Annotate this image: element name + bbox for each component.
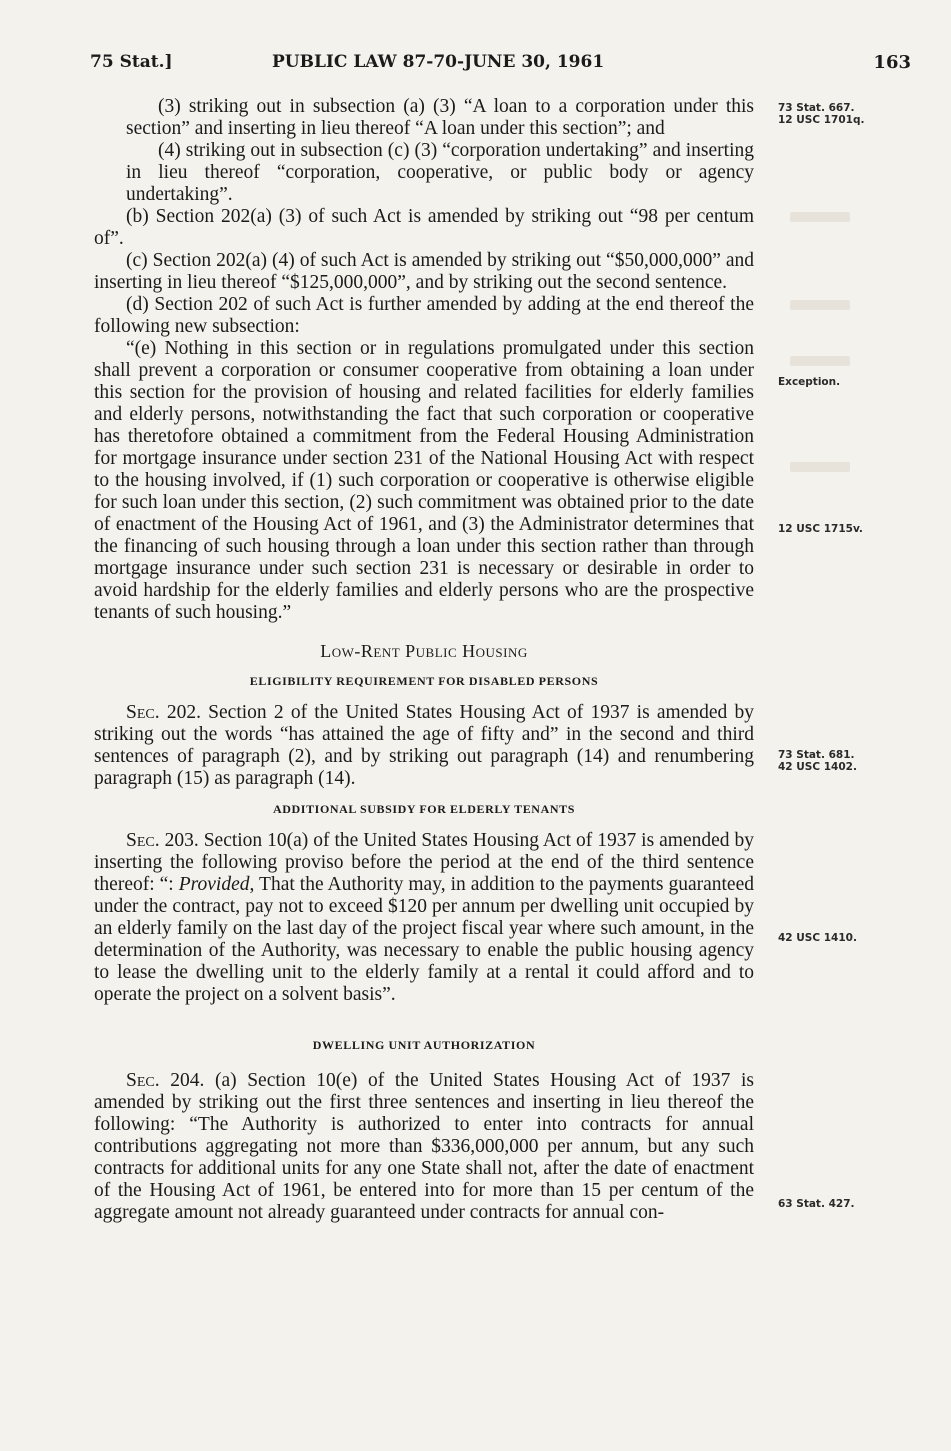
heading-additional-subsidy: ADDITIONAL SUBSIDY FOR ELDERLY TENANTS	[273, 802, 575, 816]
statute-volume: 75 Stat.]	[90, 52, 173, 72]
margin-citation-73-stat-667: 73 Stat. 667. 12 USC 1701q.	[778, 102, 865, 126]
margin-citation-63-stat-427: 63 Stat. 427.	[778, 1198, 855, 1210]
paragraph-b: (b) Section 202(a) (3) of such Act is amended by striking out “98 per centum of”.	[94, 206, 754, 249]
section-204-text: (a) Section 10(e) of the United States Housing Act of 1937 is amended by striking out the first three sentences and inserting in lieu thereof the following: “The Authority is authorized to enter into contracts for annual contributions aggregating not more than $336,000,000 per annum, but any such contracts for additional units for any one State shall not, after the date of enactment of the Housing Act of 1961, be entered into for more than 15 per centum of the aggregate amount not already guaranteed under contracts for annual con-	[94, 1070, 754, 1223]
bleed-through-mark	[790, 212, 850, 222]
running-title: PUBLIC LAW 87-70-JUNE 30, 1961	[272, 52, 605, 72]
heading-low-rent-public-housing: Low-Rent Public Housing	[320, 641, 528, 661]
heading-dwelling-unit: DWELLING UNIT AUTHORIZATION	[312, 1038, 536, 1052]
section-203-text-b: , That the Authority may, in addition to the payments guaranteed under the contract, pay not to exceed $120 per annum per dwelling unit occupied by an elderly family on the last day of the project fiscal year where such amount, in the determination of the Authority, was necessary to enable the public housing agency to lease the dwelling unit to the elderly family at a rental it could afford and to operate the project on a solvent basis”.	[94, 874, 754, 1005]
section-202-label: Sec. 202.	[126, 702, 201, 723]
paragraph-c3: (4) striking out in subsection (c) (3) “corporation undertaking” and inserting in lieu thereof “corporation, cooperative, or public body or agency undertaking”.	[126, 140, 754, 205]
section-203-provided: Provided	[178, 874, 250, 895]
section-202	[94, 702, 754, 790]
paragraph-a3: (3) striking out in subsection (a) (3) “A loan to a corporation under this section” and inserting in lieu thereof “A loan under this section”; and	[126, 96, 754, 139]
section-203-label: Sec. 203.	[126, 830, 199, 851]
margin-citation-42-usc-1410: 42 USC 1410.	[778, 932, 857, 944]
page-body	[94, 96, 754, 1224]
bleed-through-mark	[790, 462, 850, 472]
page-header	[90, 52, 911, 82]
heading-eligibility: ELIGIBILITY REQUIREMENT FOR DISABLED PERSONS	[249, 674, 599, 688]
section-202-text: Section 2 of the United States Housing Act of 1937 is amended by striking out the words “has attained the age of fifty and” in the second and third sentences of paragraph (2), and by striking out paragraph (14) and renumbering paragraph (15) as paragraph (14).	[94, 702, 754, 789]
section-203-text-a: Section 10(a) of the United States Housing Act of 1937 is amended by inserting the following proviso before the period at the end of the third sentence thereof: “:	[94, 830, 754, 895]
paragraph-c: (c) Section 202(a) (4) of such Act is amended by striking out “$50,000,000” and inserting in lieu thereof “$125,000,000”, and by striking out the second sentence.	[94, 250, 754, 293]
page-number: 163	[873, 52, 911, 73]
margin-citation-12-usc-1715v: 12 USC 1715v.	[778, 523, 863, 535]
margin-citation-73-stat-681: 73 Stat. 681. 42 USC 1402.	[778, 749, 857, 773]
bleed-through-mark	[790, 356, 850, 366]
margin-exception: Exception.	[778, 376, 841, 388]
paragraph-e: “(e) Nothing in this section or in regulations promulgated under this section shall prevent a corporation or consumer cooperative from obtaining a loan under this section for the provision of housing and related facilities for elderly families and elderly persons, notwithstanding the fact that such corporation or cooperative has theretofore obtained a commitment from the Federal Housing Administration for mortgage insurance under section 231 of the National Housing Act with respect to the housing involved, if (1) such corporation or cooperative is otherwise eligible for such loan under this section, (2) such commitment was obtained prior to the date of enactment of the Housing Act of 1961, and (3) the Administrator determines that the financing of such housing through a loan under this section rather than through mortgage insurance under such section 231 is necessary or desirable in order to avoid hardship for the elderly families and elderly persons who are the prospective tenants of such housing.”	[94, 338, 754, 623]
paragraph-d: (d) Section 202 of such Act is further amended by adding at the end thereof the following new subsection:	[94, 294, 754, 337]
bleed-through-mark	[790, 300, 850, 310]
section-204-label: Sec. 204.	[126, 1070, 205, 1091]
section-203	[94, 830, 754, 1006]
section-204	[94, 1070, 754, 1224]
